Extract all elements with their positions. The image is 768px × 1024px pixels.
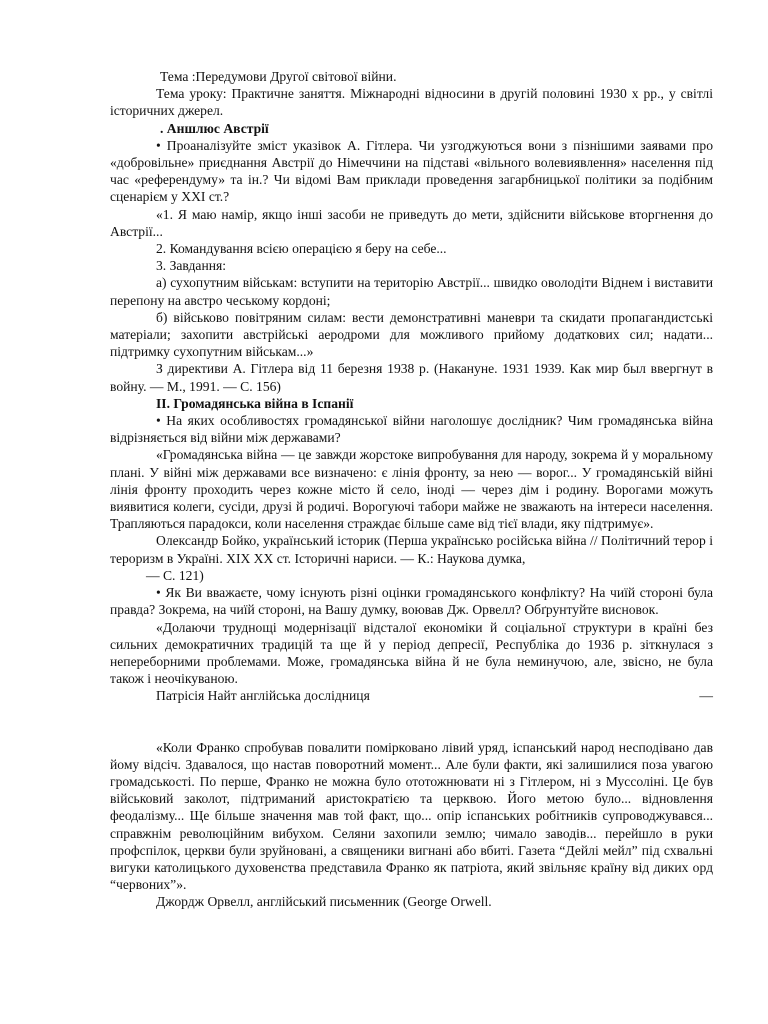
question-2: • На яких особливостях громадянської війни наголошує дослідник? Чим громадянська війна відрізняється від війни між державами? xyxy=(110,413,713,446)
quote-3: «Долаючи труднощі модернізації відсталої економіки й соціальної структури в країні без сильних демократичних традицій та ще й у період депресії, Республіка до 1936 р. зіткнулася з непереборними проблемами. Може, громадянська війна й не була неминучою, але, звісно, не була також і неочікуваною. xyxy=(110,619,713,687)
topic-line: Тема :Передумови Другої світової війни. xyxy=(160,69,397,84)
quote-1-item-3: 3. Завдання: xyxy=(156,258,227,274)
quote-2: «Громадянська війна — це завжди жорстоке випробування для народу, зокрема й у моральному плані. У війні між державами все визначено: є лінія фронту, за нею — ворог... У громадянській війні лінія фронту проходить через кожне місто й село, іноді — через дім і родину. Ворогами можуть виявитися колеги, сусіди, друзі й родичі. Ворогуючі табори майже не зважають на інтереси населення. Трапляються парадокси, коли населення страждає більше саме від тієї влади, яку підтримує». xyxy=(110,447,713,532)
quote-1-source: З директиви А. Гітлера від 11 березня 1938 р. (Накануне. 1931 1939. Как мир был ввергнут в войну. — М., 1991. — С. 156) xyxy=(110,361,713,394)
quote-3-source xyxy=(110,687,713,704)
lesson-topic: Тема уроку: Практичне заняття. Міжнародні відносини в другій половині 1930 х рр., у світлі історичних джерел. xyxy=(110,86,713,119)
quote-1-item-a: а) сухопутним військам: вступити на територію Австрії... швидко оволодіти Віднем і виставити перепону на австро чеському кордоні; xyxy=(110,275,713,308)
section-heading-anschluss: . Аншлюс Австрії xyxy=(160,120,269,136)
quote-4: «Коли Франко спробував повалити помірковано лівий уряд, іспанський народ несподівано дав йому відсіч. Здавалося, що настав поворотний момент... Але були факти, які залишилися поза увагою громадськості. По перше, Франко не можна було ототожнювати ні з Гітлером, ні з Муссоліні. Це був військовий заколот, підтриманий аристократією та церквою. Його метою було... відновлення феодалізму... Ще більше значення мав той факт, що... опір іспанських робітників супроводжувався... справжнім революційним вибухом. Селяни захопили землю; чимало заводів... перейшло в руки профспілок, церкви були зруйновані, а священики вигнані або вбиті. Газета “Дейлі мейл” під схвальні вигуки католицького духовенства представила Франко як патріота, який звільняє країну від диких орд “червоних”». xyxy=(110,739,713,893)
document-body xyxy=(110,68,713,911)
section-heading-spain: II. Громадянська війна в Іспанії xyxy=(156,395,354,411)
quote-2-source-end: — С. 121) xyxy=(146,567,204,583)
quote-3-dash: — xyxy=(699,688,713,704)
quote-1-item-2: 2. Командування всією операцією я беру на себе... xyxy=(156,241,447,257)
quote-1-item-b: б) військово повітряним силам: вести демонстративні маневри та скидати пропагандистські матеріали; захопити австрійські аеродроми для можливого прийому додаткових сил; надати... підтримку сухопутним військам...» xyxy=(110,309,713,360)
quote-4-source: Джордж Орвелл, англійський письменник (George Orwell. xyxy=(156,894,492,910)
quote-3-author: Патрісія Найт англійська дослідниця xyxy=(156,688,370,704)
quote-1-item-1: «1. Я маю намір, якщо інші засоби не приведуть до мети, здійснити військове вторгнення до Австрії... xyxy=(110,206,713,239)
question-1: • Проаналізуйте зміст указівок А. Гітлера. Чи узгоджуються вони з пізнішими заявами про «добровільне» приєднання Австрії до Німеччини на підставі «вільного волевиявлення» населення під час «референдуму» та ін.? Чи відомі Вам приклади проведення загарбницької політики за подібним сценарієм у XXI ст.? xyxy=(110,137,713,205)
question-3: • Як Ви вважаєте, чому існують різні оцінки громадянського конфлікту? На чиїй стороні була правда? Зокрема, на чиїй стороні, на Вашу думку, воював Дж. Орвелл? Обґрунтуйте висновок. xyxy=(110,585,713,618)
spacer xyxy=(110,705,713,739)
quote-2-source: Олександр Бойко, український історик (Перша українсько російська війна // Політичний терор і тероризм в Україні. XIX XX ст. Історичні нариси. — К.: Наукова думка, xyxy=(110,533,713,566)
